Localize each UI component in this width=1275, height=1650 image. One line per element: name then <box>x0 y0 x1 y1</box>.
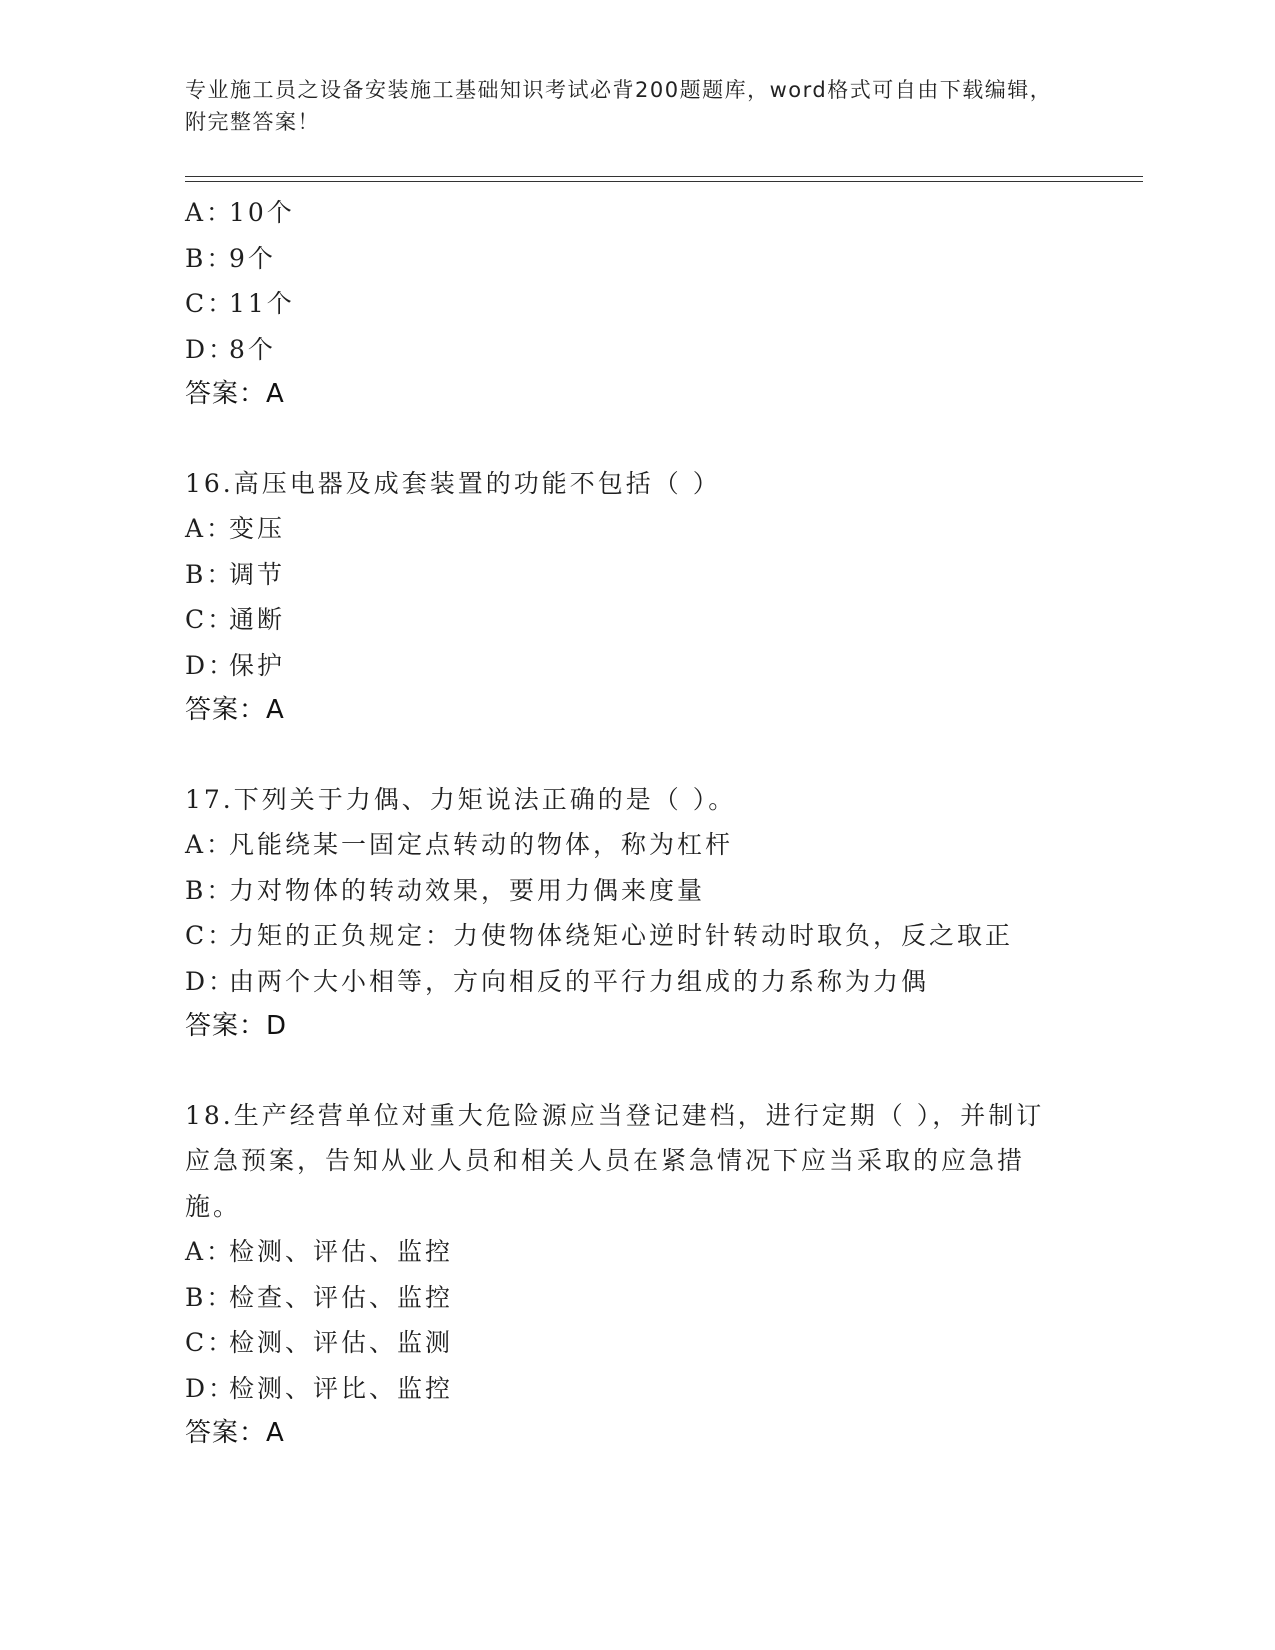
option-letter: B： <box>185 243 235 273</box>
question-block-18 <box>185 1093 1065 1457</box>
option-text: 力矩的正负规定：力使物体绕矩心逆时针转动时取负，反之取正 <box>229 921 1014 950</box>
option-text: 凡能绕某一固定点转动的物体，称为杠杆 <box>229 830 734 859</box>
option-line <box>185 868 1065 914</box>
option-letter: A： <box>185 514 235 543</box>
answer-line: 答案：A <box>185 695 285 725</box>
option-line <box>185 506 1065 552</box>
option-line <box>185 597 1065 643</box>
answer-line: 答案：A <box>185 379 285 409</box>
option-line <box>185 327 1065 373</box>
option-text: 9个 <box>229 243 276 273</box>
spacer <box>185 1050 1065 1093</box>
option-text: 10个 <box>229 198 295 227</box>
option-text: 11个 <box>229 289 295 318</box>
option-line <box>185 236 1065 282</box>
option-line <box>185 643 1065 689</box>
header-divider-top <box>185 176 1143 177</box>
question-stem: 16.高压电器及成套装置的功能不包括（ ） <box>185 468 721 498</box>
option-letter: B： <box>185 1282 235 1312</box>
question-block-16 <box>185 461 1065 734</box>
option-line <box>185 1320 1065 1366</box>
option-text: 检测、评比、监控 <box>229 1373 454 1403</box>
option-letter: A： <box>185 198 235 227</box>
question-content <box>185 190 1065 1457</box>
option-line <box>185 1366 1065 1412</box>
option-text: 保护 <box>229 650 286 680</box>
option-line <box>185 1229 1065 1275</box>
option-letter: A： <box>185 830 235 859</box>
option-line <box>185 959 1065 1005</box>
option-text: 通断 <box>229 605 286 634</box>
option-text: 检测、评估、监测 <box>229 1328 454 1357</box>
option-line <box>185 281 1065 327</box>
option-text: 8个 <box>229 334 276 364</box>
option-text: 检查、评估、监控 <box>229 1282 454 1312</box>
answer-line: 答案：D <box>185 1011 288 1041</box>
option-letter: B： <box>185 875 235 905</box>
option-line <box>185 190 1065 236</box>
answer-line: 答案：A <box>185 1418 285 1448</box>
header-divider-bottom <box>185 181 1143 182</box>
document-header: 专业施工员之设备安装施工基础知识考试必背200题题库，word格式可自由下载编辑，附完整答案！ <box>185 78 1053 134</box>
option-text: 变压 <box>229 514 286 543</box>
option-text: 调节 <box>229 559 286 589</box>
question-block-15 <box>185 190 1065 418</box>
question-stem: 18.生产经营单位对重大危险源应当登记建档，进行定期（ ），并制订应急预案，告知从业人员和相关人员在紧急情况下应当采取的应急措施。 <box>185 1100 1045 1221</box>
question-block-17 <box>185 777 1065 1050</box>
spacer <box>185 418 1065 461</box>
option-letter: C： <box>185 1328 236 1357</box>
spacer <box>185 734 1065 777</box>
option-line <box>185 1275 1065 1321</box>
option-line <box>185 552 1065 598</box>
option-letter: C： <box>185 605 236 634</box>
option-letter: C： <box>185 289 236 318</box>
option-letter: A： <box>185 1237 235 1266</box>
option-letter: D： <box>185 334 237 364</box>
option-line <box>185 913 1065 959</box>
option-letter: D： <box>185 1373 237 1403</box>
question-stem: 17.下列关于力偶、力矩说法正确的是（ ）。 <box>185 784 737 814</box>
option-letter: B： <box>185 559 235 589</box>
option-text: 由两个大小相等，方向相反的平行力组成的力系称为力偶 <box>229 966 930 996</box>
option-text: 力对物体的转动效果，要用力偶来度量 <box>229 875 706 905</box>
option-letter: C： <box>185 921 236 950</box>
option-text: 检测、评估、监控 <box>229 1237 454 1266</box>
option-letter: D： <box>185 966 237 996</box>
option-line <box>185 822 1065 868</box>
option-letter: D： <box>185 650 237 680</box>
